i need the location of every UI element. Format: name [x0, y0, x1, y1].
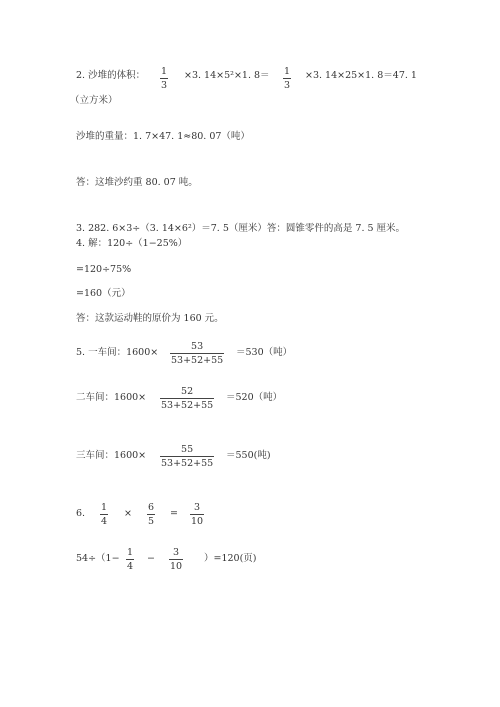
fraction-denominator: 53+52+55	[171, 355, 224, 366]
fraction-numerator: 1	[161, 66, 168, 77]
fraction-bar	[170, 353, 224, 354]
times-sign: ×	[124, 508, 132, 519]
fraction-bar	[169, 559, 183, 560]
fraction-denominator: 4	[127, 561, 134, 572]
fraction-d	[126, 547, 134, 572]
volume-unit: （立方米）	[70, 95, 118, 106]
volume-expression: ×3. 14×5²×1. 8＝	[184, 70, 270, 81]
workshop-2-label: 二车间：1600×	[76, 392, 147, 403]
fraction-denominator: 3	[161, 80, 168, 91]
fraction-bar	[147, 514, 155, 515]
problem-6-line-2-start: 54÷（1−	[76, 553, 120, 564]
fraction-numerator: 1	[127, 547, 134, 558]
fraction-a	[100, 502, 108, 527]
fraction-numerator: 53	[191, 341, 204, 352]
fraction-bar	[190, 514, 204, 515]
fraction-c	[190, 502, 204, 527]
fraction-denominator: 10	[170, 561, 183, 572]
fraction-bar	[100, 514, 108, 515]
fraction-bar	[283, 78, 291, 79]
fraction-one-third-2	[283, 66, 291, 91]
fraction-bar	[160, 398, 214, 399]
fraction-numerator: 3	[194, 502, 201, 513]
fraction-e	[169, 547, 183, 572]
workshop-2-fraction	[160, 386, 214, 411]
volume-result: ×3. 14×25×1. 8＝47. 1	[305, 70, 417, 81]
problem-6-line-2-end: ）=120(页)	[204, 553, 257, 564]
fraction-bar	[126, 559, 134, 560]
problem-6-label: 6.	[76, 508, 86, 519]
workshop-2-result: ＝520（吨）	[226, 392, 283, 403]
workshop-1-fraction	[170, 341, 224, 366]
answer-2: 答：这堆沙约重 80. 07 吨。	[76, 177, 198, 188]
weight-line: 沙堆的重量：1. 7×47. 1≈80. 07（吨）	[76, 131, 250, 142]
workshop-1-result: ＝530（吨）	[236, 347, 293, 358]
fraction-b	[147, 502, 155, 527]
problem-4-line-3: =160（元）	[76, 288, 131, 299]
answer-4: 答：这款运动鞋的原价为 160 元。	[76, 313, 224, 324]
equals-sign: =	[170, 508, 178, 519]
fraction-denominator: 53+52+55	[161, 400, 214, 411]
fraction-denominator: 53+52+55	[161, 458, 214, 469]
problem-4-line-2: =120÷75%	[76, 264, 132, 275]
volume-label: 2. 沙堆的体积：	[76, 70, 146, 81]
fraction-denominator: 3	[284, 80, 291, 91]
fraction-denominator: 4	[101, 516, 108, 527]
fraction-denominator: 10	[191, 516, 204, 527]
fraction-numerator: 1	[284, 66, 291, 77]
workshop-1-label: 5. 一车间：1600×	[76, 347, 159, 358]
workshop-3-result: ＝550(吨)	[226, 450, 271, 461]
fraction-denominator: 5	[148, 516, 155, 527]
fraction-numerator: 6	[148, 502, 155, 513]
minus-sign: −	[147, 553, 155, 564]
fraction-numerator: 1	[101, 502, 108, 513]
fraction-numerator: 52	[181, 386, 194, 397]
fraction-one-third	[160, 66, 168, 91]
problem-3-line: 3. 282. 6×3÷（3. 14×6²）＝7. 5（厘米）答：圆锥零件的高是 7. 5 厘米。	[76, 223, 406, 234]
workshop-3-label: 三车间：1600×	[76, 450, 147, 461]
fraction-bar	[160, 78, 168, 79]
workshop-3-fraction	[160, 444, 214, 469]
fraction-numerator: 55	[181, 444, 194, 455]
fraction-numerator: 3	[173, 547, 180, 558]
fraction-bar	[160, 456, 214, 457]
problem-4-line-1: 4. 解：120÷（1−25%）	[76, 238, 188, 249]
